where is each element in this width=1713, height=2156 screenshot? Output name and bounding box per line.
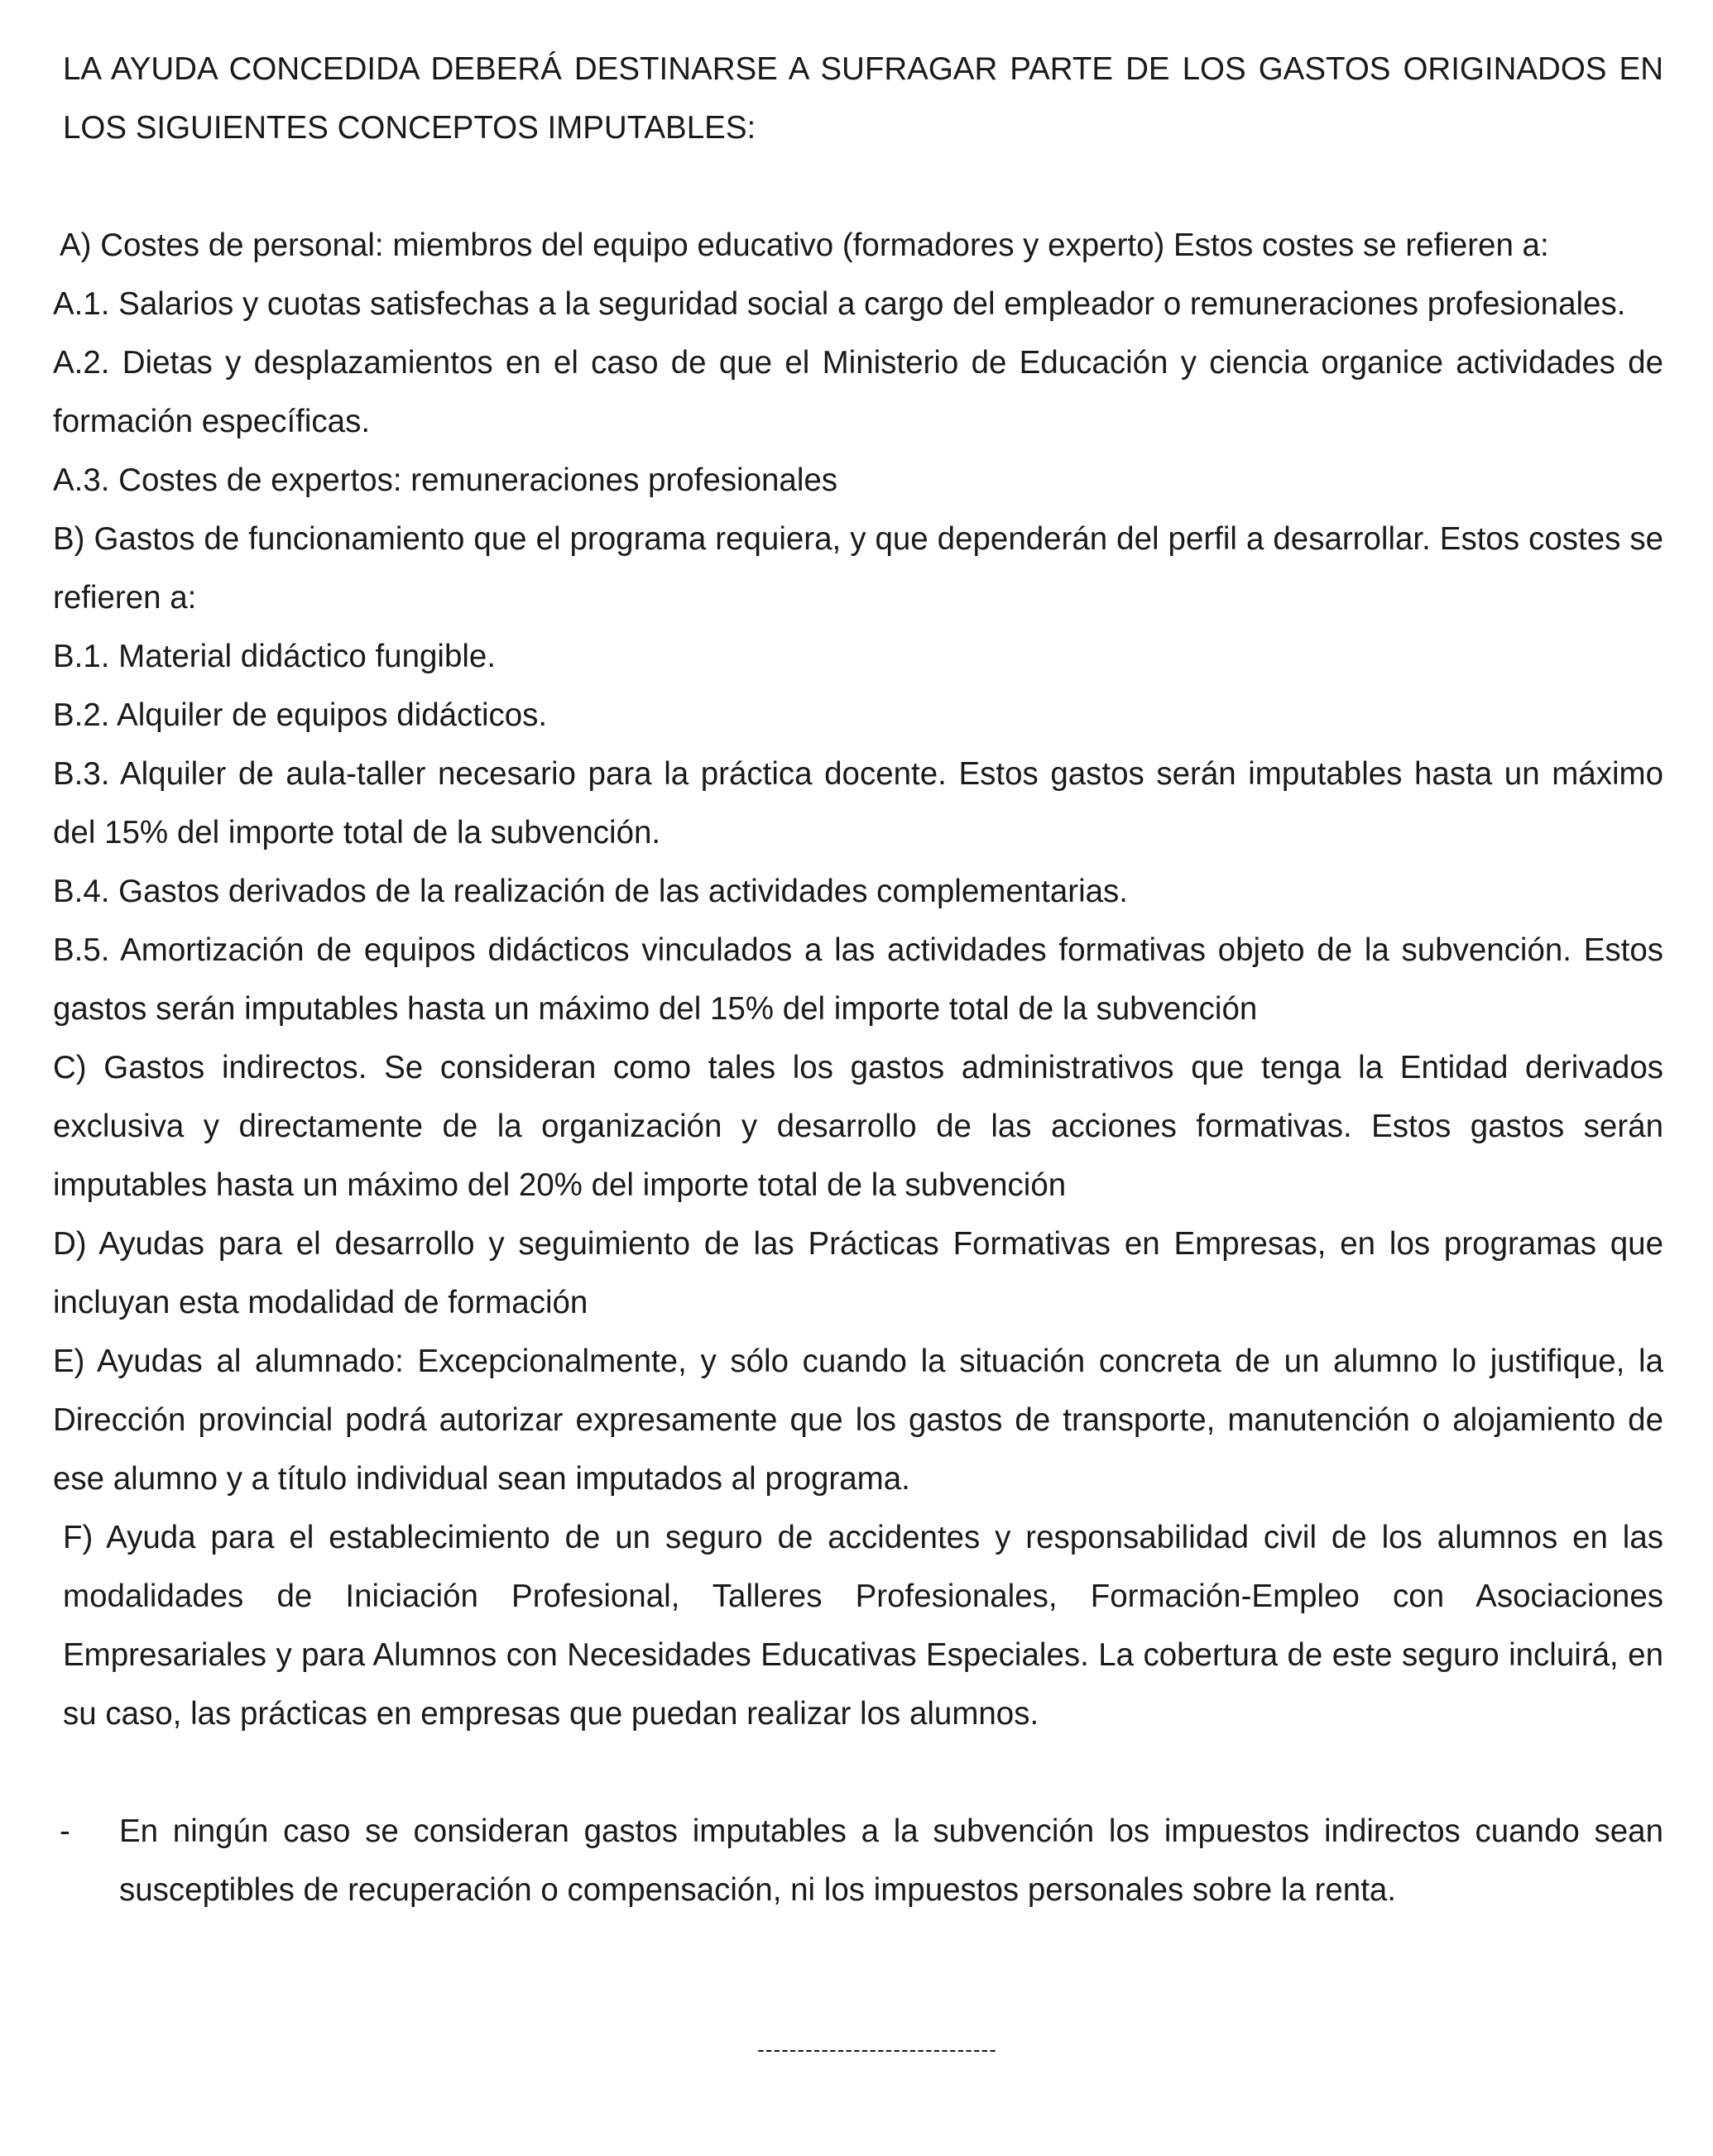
item-e: E) Ayudas al alumnado: Excepcionalmente, y sólo cuando la situación concreta de un alumno lo justifique, la Dirección provincial podrá autorizar expresamente que los gastos de transporte, manutención o alojamiento de ese alumno y a título individual sean imputados al programa. <box>53 1344 1663 1497</box>
footnote-bullet: - <box>60 1813 70 1849</box>
item-b1: B.1. Material didáctico fungible. <box>53 639 497 674</box>
item-a1: A.1. Salarios y cuotas satisfechas a la seguridad social a cargo del empleador o remuneraciones profesionales. <box>53 286 1626 322</box>
item-f: F) Ayuda para el establecimiento de un seguro de accidentes y responsabilidad civil de los alumnos en las modalidades de Iniciación Profesional, Talleres Profesionales, Formación-Empleo con Asociaciones Empresariales y para Alumnos con Necesidades Educativas Especiales. La cobertura de este seguro incluirá, en su caso, las prácticas en empresas que puedan realizar los alumnos. <box>63 1520 1663 1732</box>
item-b3: B.3. Alquiler de aula-taller necesario para la práctica docente. Estos gastos serán imputables hasta un máximo del 15% del importe total de la subvención. <box>53 756 1663 850</box>
item-b: B) Gastos de funcionamiento que el programa requiera, y que dependerán del perfil a desarrollar. Estos costes se refieren a: <box>53 521 1663 616</box>
item-b2: B.2. Alquiler de equipos didácticos. <box>53 697 548 733</box>
item-a: A) Costes de personal: miembros del equipo educativo (formadores y experto) Estos costes se refieren a: <box>60 228 1549 263</box>
item-b4: B.4. Gastos derivados de la realización de las actividades complementarias. <box>53 874 1128 909</box>
document-page <box>53 40 1663 1919</box>
item-d: D) Ayudas para el desarrollo y seguimiento de las Prácticas Formativas en Empresas, en los programas que incluyan esta modalidad de formación <box>53 1226 1663 1320</box>
footnote <box>53 1802 1663 1919</box>
item-a2: A.2. Dietas y desplazamientos en el caso de que el Ministerio de Educación y ciencia organice actividades de formación específicas. <box>53 345 1663 439</box>
end-separator: ------------------------------ <box>757 2037 997 2062</box>
item-b5: B.5. Amortización de equipos didácticos vinculados a las actividades formativas objeto de la subvención. Estos gastos serán imputables hasta un máximo del 15% del importe total de la subvención <box>53 932 1663 1027</box>
item-c: C) Gastos indirectos. Se consideran como tales los gastos administrativos que tenga la Entidad derivados exclusiva y directamente de la organización y desarrollo de las acciones formativas. Estos gastos serán imputables hasta un máximo del 20% del importe total de la subvención <box>53 1050 1663 1203</box>
intro-heading: LA AYUDA CONCEDIDA DEBERÁ DESTINARSE A SUFRAGAR PARTE DE LOS GASTOS ORIGINADOS EN LOS SIGUIENTES CONCEPTOS IMPUTABLES: <box>63 51 1663 146</box>
footnote-text: En ningún caso se consideran gastos imputables a la subvención los impuestos indirectos cuando sean susceptibles de recuperación o compensación, ni los impuestos personales sobre la renta. <box>119 1813 1663 1908</box>
item-a3: A.3. Costes de expertos: remuneraciones profesionales <box>53 462 838 498</box>
